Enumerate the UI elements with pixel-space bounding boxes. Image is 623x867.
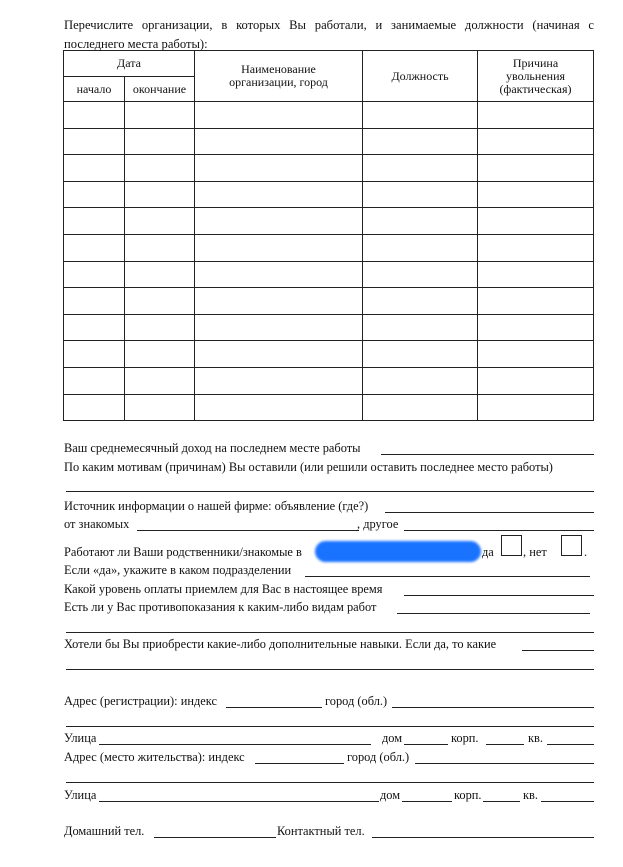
table-cell[interactable]: [478, 234, 594, 261]
organization-header: [195, 51, 363, 102]
department-field[interactable]: [305, 576, 590, 577]
table-cell[interactable]: [478, 367, 594, 394]
home-phone-field[interactable]: [154, 837, 276, 838]
income-field[interactable]: [381, 454, 594, 455]
table-cell[interactable]: [64, 314, 125, 341]
table-cell[interactable]: [363, 155, 478, 182]
employment-table: [63, 50, 594, 421]
res-building-field[interactable]: [483, 801, 520, 802]
start-date-header: начало: [64, 77, 125, 102]
table-cell[interactable]: [195, 341, 363, 368]
table-row: [64, 288, 594, 315]
salary-field[interactable]: [404, 595, 594, 596]
table-cell[interactable]: [125, 261, 195, 288]
contraindications-field-2[interactable]: [66, 632, 594, 633]
table-row: [64, 234, 594, 261]
res-house-label: дом: [380, 788, 401, 802]
table-cell[interactable]: [363, 314, 478, 341]
table-cell[interactable]: [195, 394, 363, 421]
table-cell[interactable]: [363, 288, 478, 315]
motives-label: По каким мотивам (причинам) Вы оставили (или решили оставить последнее место работы): [64, 460, 553, 474]
table-row: [64, 155, 594, 182]
table-cell[interactable]: [64, 102, 125, 129]
table-cell[interactable]: [64, 367, 125, 394]
res-city-field[interactable]: [415, 763, 594, 764]
table-cell[interactable]: [64, 128, 125, 155]
table-cell[interactable]: [363, 367, 478, 394]
contraindications-field[interactable]: [397, 613, 590, 614]
table-cell[interactable]: [478, 102, 594, 129]
position-header: Должность: [363, 51, 478, 102]
other-source-field[interactable]: [404, 530, 594, 531]
table-cell[interactable]: [125, 288, 195, 315]
salary-label: Какой уровень оплаты приемлем для Вас в настоящее время: [64, 582, 383, 596]
table-cell[interactable]: [195, 181, 363, 208]
table-cell[interactable]: [125, 155, 195, 182]
res-street-field[interactable]: [99, 801, 379, 802]
employment-rows: [64, 102, 594, 421]
table-cell[interactable]: [478, 394, 594, 421]
motives-field[interactable]: [66, 491, 594, 492]
contact-phone-label: Контактный тел.: [277, 824, 365, 838]
table-row: [64, 367, 594, 394]
table-cell[interactable]: [64, 234, 125, 261]
reg-index-field[interactable]: [226, 707, 322, 708]
end-period: .: [584, 545, 588, 559]
other-source-label: , другое: [357, 517, 399, 531]
yes-checkbox[interactable]: [501, 535, 522, 556]
table-cell[interactable]: [125, 234, 195, 261]
table-cell[interactable]: [125, 102, 195, 129]
reg-city-field[interactable]: [392, 707, 594, 708]
res-address-label: Адрес (место жительства): индекс: [64, 750, 245, 764]
table-cell[interactable]: [195, 288, 363, 315]
res-building-label: корп.: [454, 788, 482, 802]
reg-street-field[interactable]: [99, 744, 371, 745]
res-house-field[interactable]: [402, 801, 452, 802]
yes-label: да: [482, 545, 494, 559]
table-row: [64, 128, 594, 155]
res-address-field-2[interactable]: [66, 782, 594, 783]
department-label: Если «да», укажите в каком подразделении: [64, 563, 292, 577]
table-cell[interactable]: [195, 234, 363, 261]
reg-building-field[interactable]: [486, 744, 524, 745]
table-row: [64, 341, 594, 368]
table-cell[interactable]: [363, 128, 478, 155]
table-row: [64, 261, 594, 288]
table-cell[interactable]: [478, 314, 594, 341]
reg-house-label: дом: [382, 731, 403, 745]
table-cell[interactable]: [363, 261, 478, 288]
table-cell[interactable]: [125, 367, 195, 394]
table-cell[interactable]: [125, 181, 195, 208]
table-row: [64, 314, 594, 341]
table-cell[interactable]: [64, 155, 125, 182]
contraindications-label: Есть ли у Вас противопоказания к каким-либо видам работ: [64, 600, 377, 614]
date-header: Дата: [64, 51, 195, 77]
organization-header-line-2: организации, город: [229, 75, 328, 89]
table-cell[interactable]: [478, 155, 594, 182]
acquaintance-field[interactable]: [137, 530, 359, 531]
table-cell[interactable]: [478, 128, 594, 155]
table-cell[interactable]: [195, 128, 363, 155]
table-cell[interactable]: [363, 102, 478, 129]
table-cell[interactable]: [363, 181, 478, 208]
table-cell[interactable]: [125, 208, 195, 235]
table-cell[interactable]: [478, 181, 594, 208]
res-street-label: Улица: [64, 788, 97, 802]
contact-phone-field[interactable]: [372, 837, 594, 838]
reg-street-label: Улица: [64, 731, 97, 745]
table-cell[interactable]: [363, 234, 478, 261]
table-cell[interactable]: [125, 394, 195, 421]
table-cell[interactable]: [64, 288, 125, 315]
table-cell[interactable]: [363, 341, 478, 368]
table-cell[interactable]: [125, 128, 195, 155]
home-phone-label: Домашний тел.: [64, 824, 145, 838]
table-row: [64, 181, 594, 208]
reg-building-label: корп.: [451, 731, 479, 745]
no-checkbox[interactable]: [561, 535, 582, 556]
intro-line-1: Перечислите организации, в которых Вы работали, и занимаемые должности (начиная с: [64, 18, 594, 32]
table-cell[interactable]: [478, 208, 594, 235]
table-cell[interactable]: [125, 314, 195, 341]
leave-reason-header-line-3: (фактическая): [499, 81, 572, 96]
table-cell[interactable]: [195, 367, 363, 394]
table-cell[interactable]: [64, 181, 125, 208]
table-cell[interactable]: [195, 314, 363, 341]
reg-apt-label: кв.: [528, 731, 543, 745]
leave-reason-header-line-1: Причина: [512, 55, 559, 70]
table-cell[interactable]: [195, 155, 363, 182]
res-apt-label: кв.: [523, 788, 538, 802]
leave-reason-header-line-2: увольнения: [506, 68, 566, 83]
table-cell[interactable]: [64, 394, 125, 421]
table-cell[interactable]: [478, 261, 594, 288]
table-cell[interactable]: [125, 341, 195, 368]
table-cell[interactable]: [363, 208, 478, 235]
intro-line-2: последнего места работы):: [64, 37, 208, 51]
relatives-label: Работают ли Ваши родственники/знакомые в: [64, 545, 302, 559]
table-row: [64, 102, 594, 129]
res-apt-field[interactable]: [541, 801, 594, 802]
table-cell[interactable]: [363, 394, 478, 421]
no-label: , нет: [523, 545, 547, 559]
table-cell[interactable]: [64, 261, 125, 288]
skills-field[interactable]: [522, 650, 594, 651]
reg-house-field[interactable]: [404, 744, 448, 745]
table-cell[interactable]: [478, 341, 594, 368]
intro-text: [64, 16, 594, 54]
organization-header-line-1: Наименование: [241, 62, 316, 76]
table-cell[interactable]: [64, 208, 125, 235]
table-cell[interactable]: [195, 102, 363, 129]
reg-address-label: Адрес (регистрации): индекс: [64, 694, 217, 708]
res-city-label: город (обл.): [347, 750, 410, 764]
table-cell[interactable]: [478, 288, 594, 315]
info-source-label: Источник информации о нашей фирме: объявление (где?): [64, 499, 369, 513]
skills-field-2[interactable]: [66, 669, 594, 670]
skills-label: Хотели бы Вы приобрести какие-либо дополнительные навыки. Если да, то какие: [64, 637, 497, 651]
redacted-company-name: [315, 541, 481, 562]
table-row: [64, 394, 594, 421]
reg-apt-field[interactable]: [547, 744, 594, 745]
leave-reason-header: [478, 51, 594, 102]
income-label: Ваш среднемесячный доход на последнем месте работы: [64, 441, 361, 455]
table-cell[interactable]: [195, 261, 363, 288]
acquaintance-label: от знакомых: [64, 517, 130, 531]
table-row: [64, 208, 594, 235]
table-cell[interactable]: [195, 208, 363, 235]
res-index-field[interactable]: [255, 763, 344, 764]
table-cell[interactable]: [64, 341, 125, 368]
info-source-field[interactable]: [385, 512, 594, 513]
reg-city-label: город (обл.): [325, 694, 388, 708]
reg-address-field-2[interactable]: [66, 726, 594, 727]
end-date-header: окончание: [125, 77, 195, 102]
